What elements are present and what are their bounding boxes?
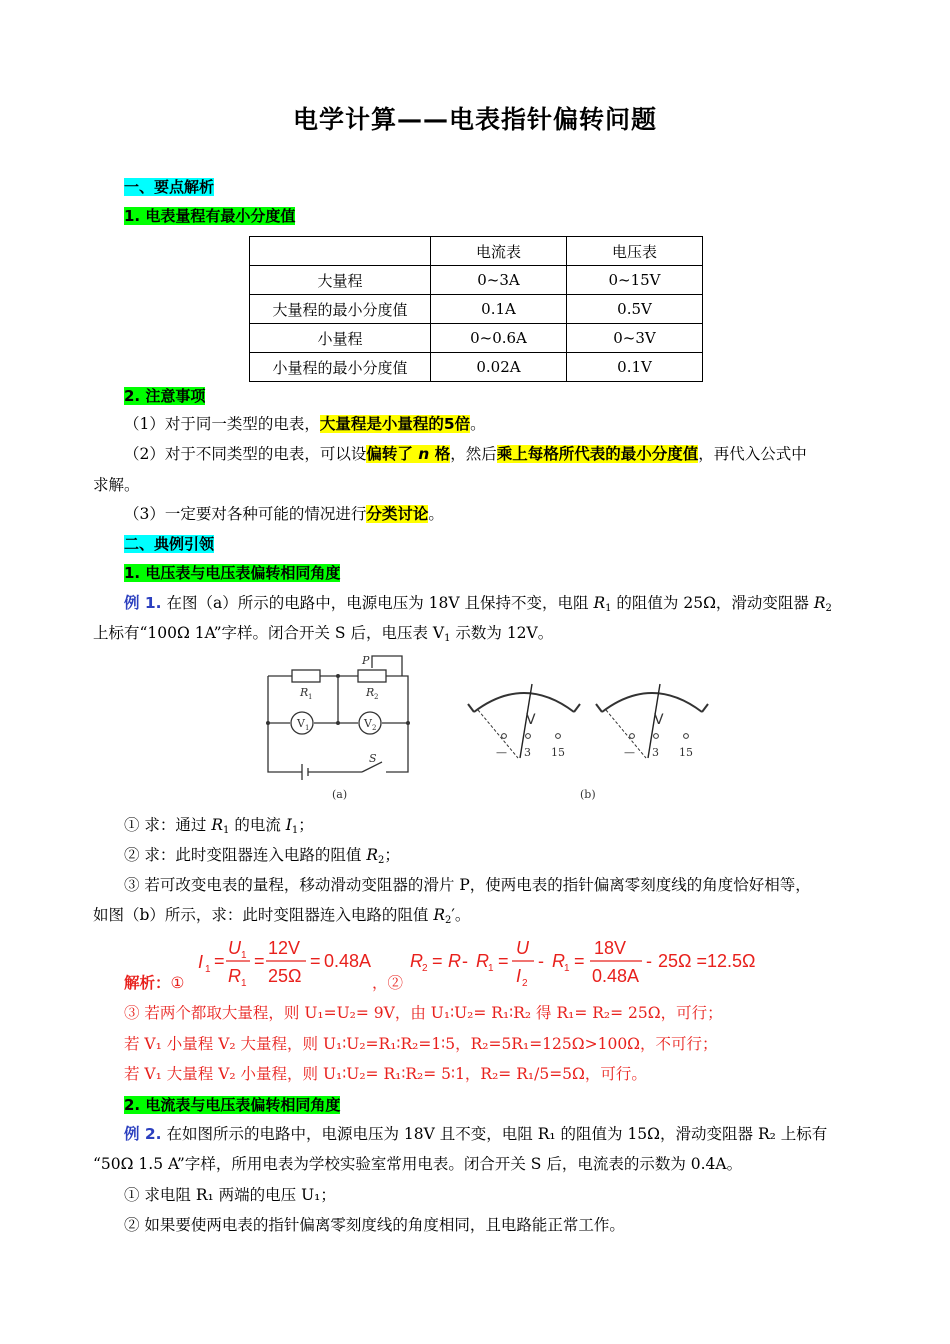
note-2-hl1b: 格: [434, 445, 451, 463]
note-2-hl1a: 偏转了: [366, 445, 413, 463]
question-1-3: ③ 若可改变电表的量程，移动滑动变阻器的滑片 P，使两电表的指针偏离零刻度线的角度恰好相等，: [124, 876, 811, 894]
section-heading-1: [124, 176, 868, 198]
label-R2: R: [366, 686, 375, 699]
note-1-text: （1）对于同一类型的电表，: [124, 415, 320, 433]
solution-circle-2-text: ，②: [372, 974, 404, 992]
f1-R: R: [228, 966, 241, 986]
q1-sub: 1: [223, 825, 230, 836]
f2-R1-sub: 1: [488, 963, 494, 974]
note-1: [124, 413, 868, 435]
dial-1-minus: —: [496, 746, 507, 759]
f2-R2-sub: 2: [422, 963, 428, 974]
ex1-text-c: 上标有“100Ω 1A”字样。闭合开关 S 后，电压表 V: [93, 624, 445, 642]
f2-I: I: [516, 966, 522, 986]
label-V1: V: [297, 717, 305, 730]
f1-I-sub: 1: [205, 964, 211, 975]
q2-text-a: ② 求：此时变阻器连入电路的阻值: [124, 846, 367, 864]
solution-line-3: ③ 若两个都取大量程，则 U₁=U₂= 9V，由 U₁∶U₂= R₁∶R₂ 得 R₁= R₂= 25Ω，可行；: [124, 1004, 723, 1022]
example-1-label: 例 1.: [124, 594, 162, 612]
table-cell: 大量程: [250, 266, 431, 295]
table-header-cell: 电压表: [567, 237, 703, 266]
subheading-vv-text: 1. 电压表与电压表偏转相同角度: [124, 564, 341, 582]
q2-R: R: [366, 846, 379, 864]
figure-label-a: (a): [332, 788, 348, 800]
example-2-line-2: “50Ω 1.5 A”字样，所用电表为学校实验室常用电表。闭合开关 S 后，电流表的示数为 0.4A。: [93, 1155, 743, 1173]
label-R2-sub: 2: [374, 693, 379, 701]
table-row: [250, 295, 703, 324]
table-cell: 小量程: [250, 324, 431, 353]
formula-resistance: [408, 930, 768, 990]
section-heading-2-text: 二、典例引领: [124, 535, 215, 553]
q2-text-c: ；: [384, 846, 400, 864]
note-2: [124, 443, 868, 465]
table-header-cell: [250, 237, 431, 266]
note-2-highlight-2: 乘上每格所代表的最小分度值: [496, 445, 699, 463]
note-2-text: （2）对于不同类型的电表，可以设: [124, 445, 367, 463]
table-cell: 0.1A: [431, 295, 567, 324]
meter-dial-1: [468, 684, 580, 759]
q3-text-c: ′。: [451, 906, 471, 924]
table-row: [250, 353, 703, 382]
note-3-text: （3）一定要对各种可能的情况进行: [124, 505, 367, 523]
svg-text:=: =: [254, 951, 265, 971]
f1-R-sub: 1: [241, 978, 247, 989]
table-cell: 0~15V: [567, 266, 703, 295]
solution-label: 解析：: [124, 974, 171, 992]
f2-R: R: [448, 951, 461, 971]
note-2-highlight-1: [366, 445, 450, 463]
subheading-range-text: 1. 电表量程有最小分度值: [124, 207, 296, 225]
q1-text-b: 的电流: [229, 816, 286, 834]
svg-text:-: -: [538, 951, 544, 971]
section-heading-2: [124, 533, 868, 555]
table-row: [250, 266, 703, 295]
subheading-vv: [124, 562, 868, 584]
table-cell: 小量程的最小分度值: [250, 353, 431, 382]
svg-text:=: =: [574, 951, 585, 971]
q3-sub: 2: [445, 915, 452, 926]
f2-den: 0.48A: [592, 966, 640, 986]
f2-U: U: [516, 938, 529, 958]
subheading-av-text: 2. 电流表与电压表偏转相同角度: [124, 1096, 341, 1114]
question-1-1: [124, 814, 868, 836]
circuit-figure: [262, 650, 712, 800]
example-2-line-1: [124, 1123, 868, 1145]
q1-text-a: ① 求：通过: [124, 816, 212, 834]
note-1-end: 。: [470, 415, 486, 433]
table-cell: 0.5V: [567, 295, 703, 324]
q1-sub2: 1: [291, 825, 299, 836]
note-1-highlight: 大量程是小量程的5倍: [319, 415, 471, 433]
question-1-2: [124, 844, 868, 866]
svg-text:-: -: [462, 951, 468, 971]
f1-I: I: [198, 952, 204, 972]
dial-2-V: V: [654, 712, 664, 728]
label-P: P: [362, 654, 370, 667]
table-cell: 0.1V: [567, 353, 703, 382]
dial-2-15: 15: [679, 746, 693, 759]
table-cell: 大量程的最小分度值: [250, 295, 431, 324]
label-V2-sub: 2: [372, 724, 377, 732]
label-R1: R: [300, 686, 309, 699]
ex1-sub: 1: [605, 603, 612, 614]
solution-line-5: 若 V₁ 大量程 V₂ 小量程，则 U₁∶U₂= R₁∶R₂= 5∶1，R₂= R₁/5=5Ω，可行。: [124, 1065, 647, 1083]
ex2-text-1: 在如图所示的电路中，电源电压为 18V 且不变，电阻 R₁ 的阻值为 15Ω，滑动变阻器 R₂ 上标有: [161, 1125, 828, 1143]
f1-U-sub: 1: [241, 950, 247, 961]
note-3-highlight: 分类讨论: [366, 505, 429, 523]
f2-R1: R: [476, 951, 489, 971]
q1-R: R: [211, 816, 224, 834]
note-2-n: n: [418, 445, 430, 463]
subheading-av: [124, 1094, 868, 1116]
ex1-text-a: 在图（a）所示的电路中，电源电压为 18V 且保持不变，电阻: [161, 594, 594, 612]
note-2-mid: ，然后: [450, 445, 497, 463]
note-2-cont: 求解。: [93, 476, 140, 494]
q3-R: R: [433, 906, 446, 924]
f2-tail: 25Ω =12.5Ω: [658, 951, 756, 971]
f2-num: 18V: [594, 938, 627, 958]
f1-result: 0.48A: [324, 951, 372, 971]
note-2-tail: ，再代入公式中: [698, 445, 807, 463]
example-2-question-1: ① 求电阻 R₁ 两端的电压 U₁；: [124, 1186, 336, 1204]
f1-num: 12V: [268, 938, 301, 958]
label-S: S: [369, 752, 377, 765]
formula-current: [196, 930, 386, 990]
q1-text-c: ；: [298, 816, 314, 834]
figure-label-b: (b): [580, 788, 596, 800]
ex1-R2: R: [813, 594, 826, 612]
f2-R1b: R: [552, 951, 565, 971]
example-1-line-1: [124, 592, 868, 614]
dial-1-3: 3: [524, 746, 531, 759]
table-row: [250, 324, 703, 353]
example-2-question-2: ② 如果要使两电表的指针偏离零刻度线的角度相同，且电路能正常工作。: [124, 1216, 625, 1234]
ex1-text-d: 示数为 12V。: [450, 624, 554, 642]
table-cell: 0.02A: [431, 353, 567, 382]
label-R1-sub: 1: [308, 693, 313, 701]
ex1-R: R: [593, 594, 606, 612]
meter-range-table: [249, 236, 703, 382]
dial-2-minus: —: [624, 746, 635, 759]
page-title: 电学计算——电表指针偏转问题: [292, 105, 657, 134]
dial-1-V: V: [526, 712, 536, 728]
svg-text:=: =: [214, 951, 225, 971]
solution-line-4: 若 V₁ 小量程 V₂ 大量程，则 U₁∶U₂=R₁∶R₂=1∶5，R₂=5R₁=125Ω>100Ω，不可行；: [124, 1035, 718, 1053]
subheading-notes-text: 2. 注意事项: [124, 387, 206, 405]
table-cell: 0~3V: [567, 324, 703, 353]
section-heading-1-text: 一、要点解析: [124, 178, 215, 196]
table-cell: 0~3A: [431, 266, 567, 295]
f2-R2: R: [410, 951, 423, 971]
ex1-sub2: 2: [825, 603, 832, 614]
table-header-cell: 电流表: [431, 237, 567, 266]
label-V2: V: [364, 717, 372, 730]
example-2-label: 例 2.: [124, 1125, 162, 1143]
table-header-row: [250, 237, 703, 266]
svg-text:=: =: [432, 951, 443, 971]
label-V1-sub: 1: [305, 724, 310, 732]
example-1-line-2: [93, 622, 868, 644]
subheading-range: [124, 205, 868, 227]
svg-text:=: =: [310, 951, 321, 971]
svg-text:-: -: [646, 951, 652, 971]
f2-I-sub: 2: [522, 978, 528, 989]
svg-text:=: =: [498, 951, 509, 971]
solution-circle-1: ①: [170, 974, 185, 992]
q1-I: I: [285, 816, 292, 834]
q3-text-b: 如图（b）所示，求：此时变阻器连入电路的阻值: [93, 906, 434, 924]
note-3-end: 。: [428, 505, 444, 523]
f1-U: U: [228, 938, 241, 958]
ex1-text-b: 的阻值为 25Ω，滑动变阻器: [611, 594, 814, 612]
dial-2-3: 3: [652, 746, 659, 759]
meter-dial-2: [596, 684, 708, 759]
note-3: [124, 503, 868, 525]
ex1-sub3: 1: [444, 633, 451, 644]
table-cell: 0~0.6A: [431, 324, 567, 353]
q2-sub: 2: [378, 855, 385, 866]
question-1-3-cont: [93, 904, 868, 926]
subheading-notes: [124, 385, 868, 407]
dial-1-15: 15: [551, 746, 565, 759]
f2-R1b-sub: 1: [564, 963, 570, 974]
f1-den: 25Ω: [268, 966, 302, 986]
